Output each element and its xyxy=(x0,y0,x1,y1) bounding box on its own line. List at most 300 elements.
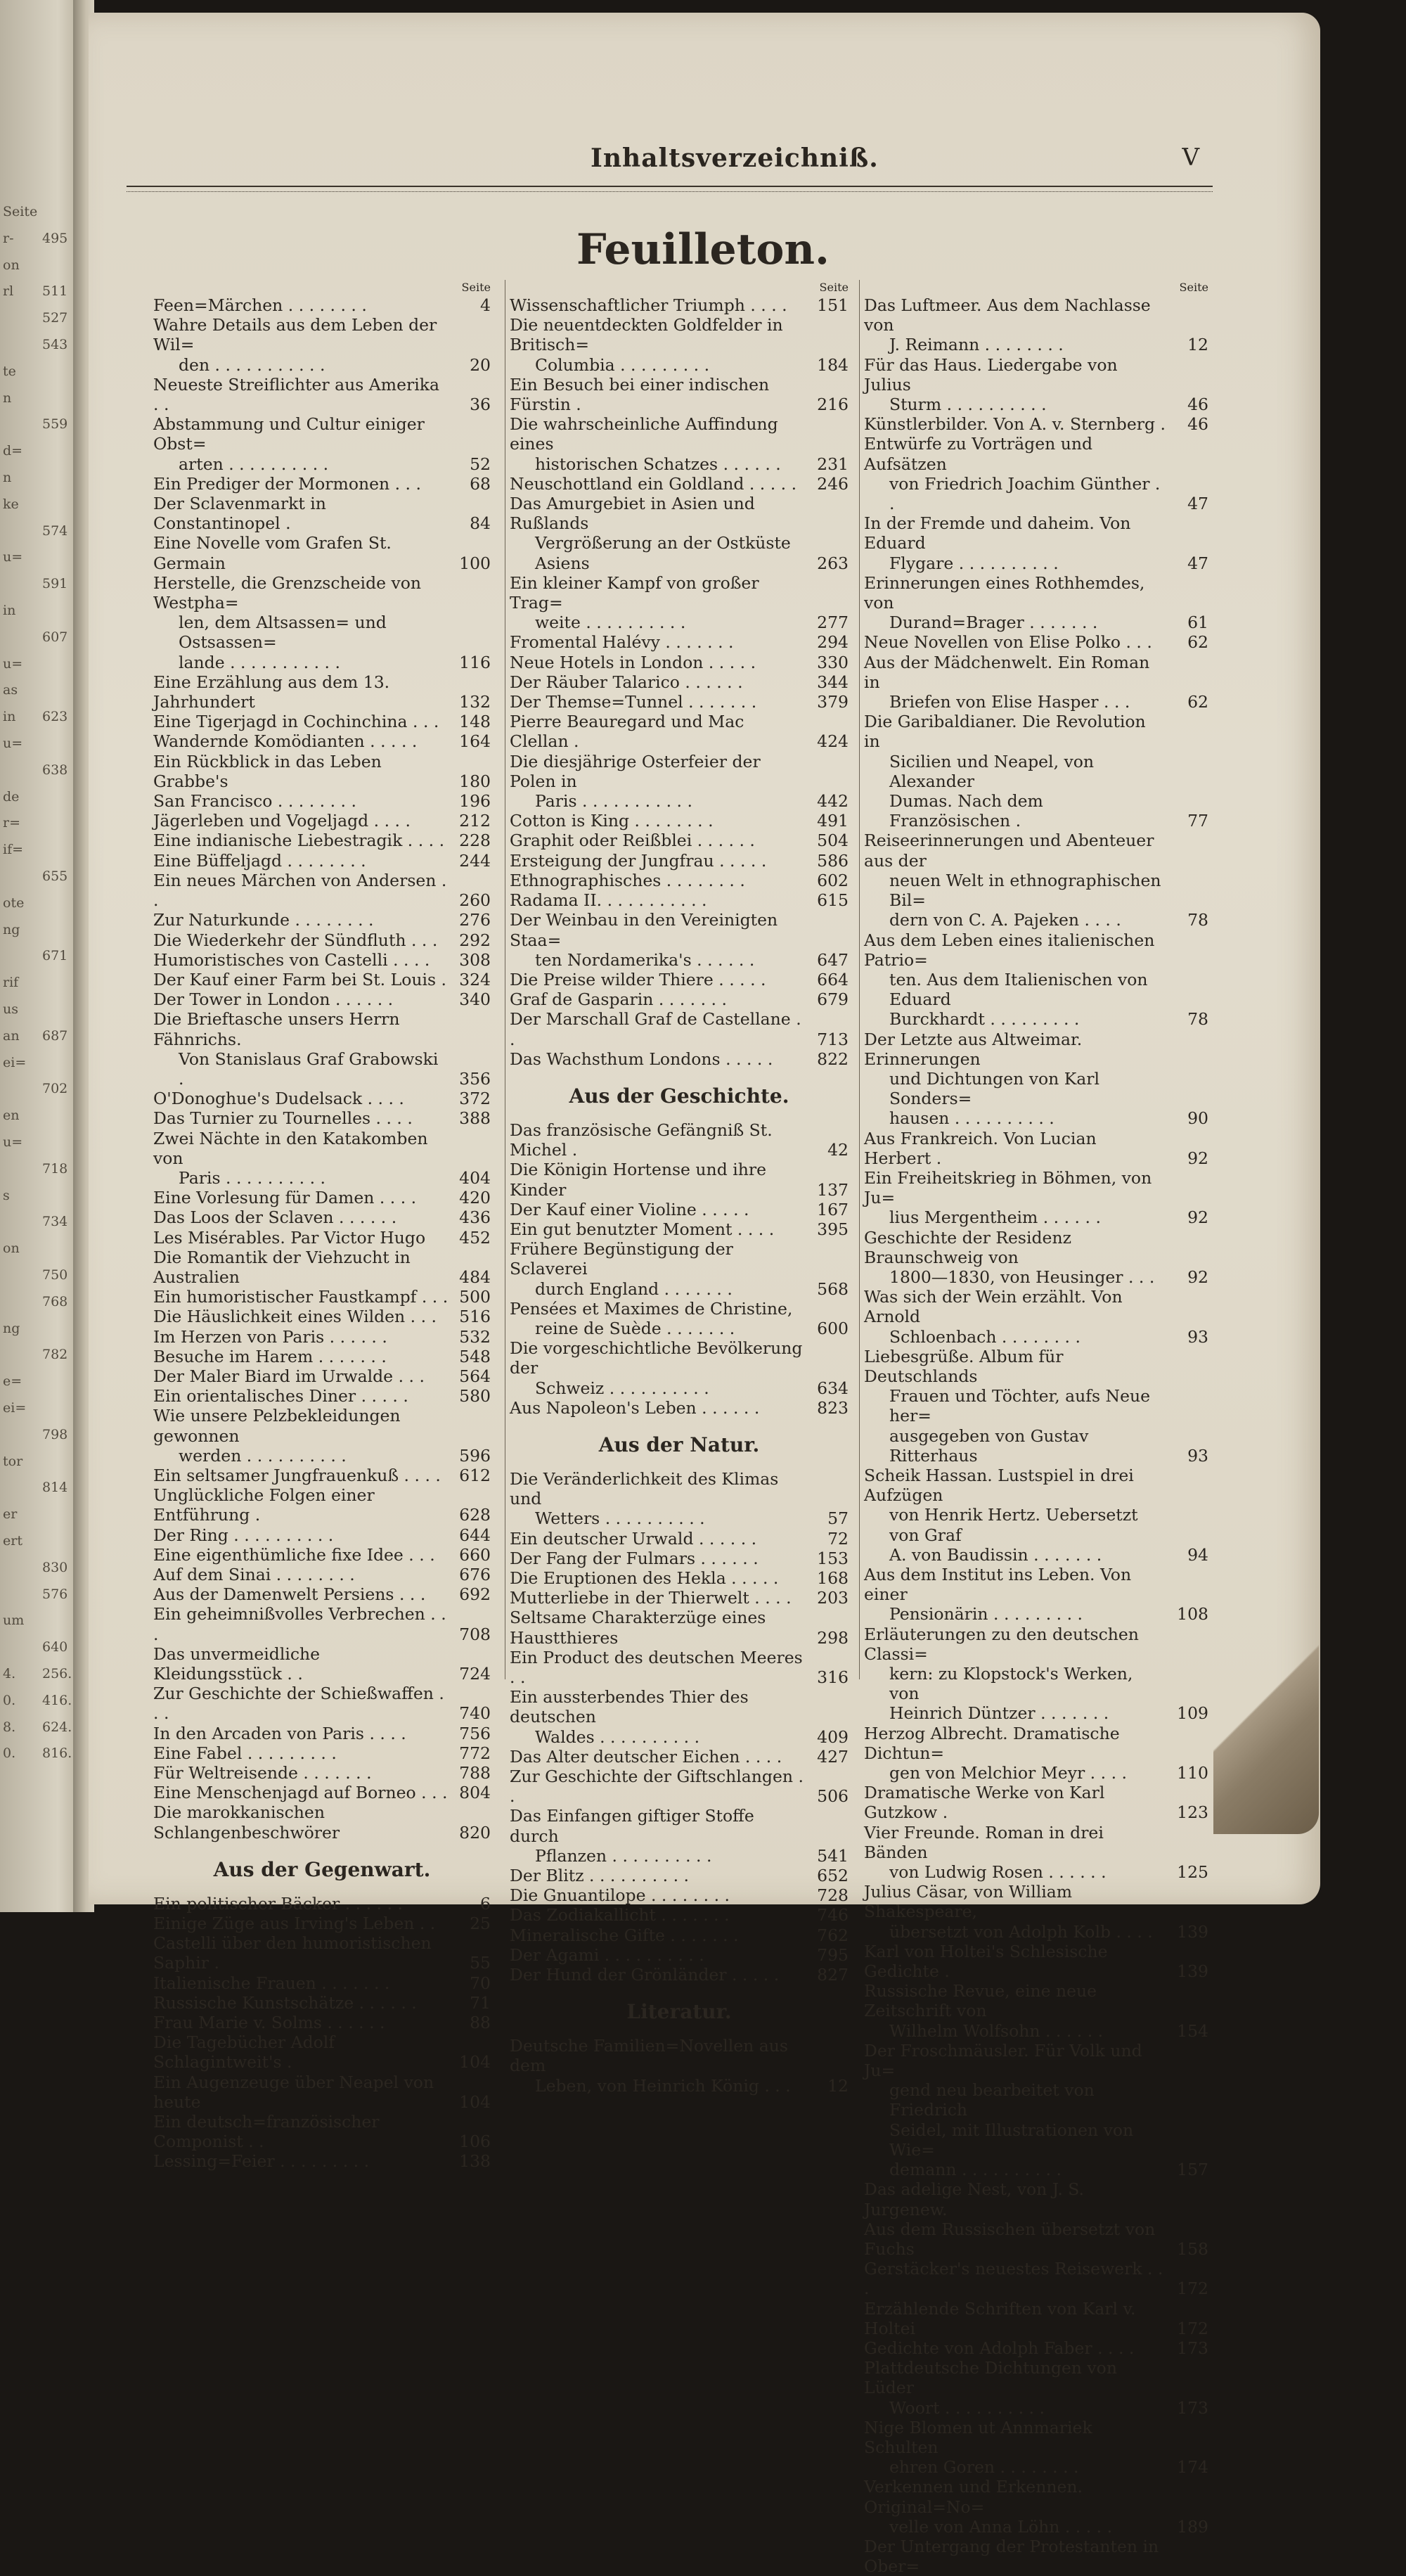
toc-entry-title: Ein neues Märchen von Andersen . . xyxy=(153,870,447,911)
toc-entry-title: Ein Product des deutschen Meeres . . xyxy=(510,1647,803,1687)
section-heading-geschichte: Aus der Geschichte. xyxy=(569,1084,789,1108)
toc-entry-title: In der Fremde und daheim. Von Eduard xyxy=(864,513,1131,553)
toc-entry xyxy=(510,632,849,652)
toc-entry-page: 404 xyxy=(459,1167,491,1188)
toc-entry-continuation: Vergrößerung an der Ostküste Asiens xyxy=(535,533,791,573)
toc-entry-continuation: Dumas. Nach dem Französischen . xyxy=(889,791,1043,831)
left-margin-number: 591 xyxy=(42,576,68,592)
toc-entry-page: 504 xyxy=(817,831,849,851)
header-title: Inhaltsverzeichniß. xyxy=(591,143,879,173)
toc-entry-title: Das Amurgebiet in Asien und Rußlands xyxy=(510,494,755,534)
toc-entry xyxy=(510,1529,849,1549)
toc-entry-title: Verkennen und Erkennen. Original=No= xyxy=(864,2477,1083,2517)
toc-entry-title: Ein seltsamer Jungfrauenkuß . . . . xyxy=(153,1465,441,1485)
toc-entry-title: Der Blitz . . . . . . . . . . xyxy=(510,1866,689,1886)
toc-entry xyxy=(153,2072,491,2112)
left-margin-number: 576 xyxy=(42,1586,68,1602)
toc-entry xyxy=(510,1747,849,1767)
toc-entry xyxy=(153,989,491,1009)
toc-entry-continuation: Waldes . . . . . . . . . . xyxy=(535,1726,700,1747)
toc-entry-title: Castelli über den humoristischen Saphir . xyxy=(153,1933,432,1973)
toc-entry-page: 602 xyxy=(817,870,849,890)
toc-entry-page: 746 xyxy=(817,1905,849,1925)
toc-entry xyxy=(153,474,491,494)
toc-entry-title: Ein Freiheitskrieg in Böhmen, von Ju= xyxy=(864,1167,1152,1208)
worn-page-edge xyxy=(1213,1623,1319,1834)
toc-entry xyxy=(153,1009,491,1089)
toc-entry-title: Das Loos der Sclaven . . . . . . xyxy=(153,1207,397,1228)
toc-entry-page: 148 xyxy=(459,712,491,732)
toc-entry-title: Der Tower in London . . . . . . xyxy=(153,989,394,1010)
toc-entry-page: 762 xyxy=(817,1925,849,1945)
column-2 xyxy=(505,280,849,2096)
toc-entry-title: Die Veränderlichkeit des Klimas und xyxy=(510,1468,779,1509)
toc-entry-continuation: Frauen und Töchter, aufs Neue her= xyxy=(889,1386,1151,1426)
toc-entry xyxy=(864,2299,1208,2338)
toc-entry-page: 263 xyxy=(817,553,849,573)
left-margin-number: 702 xyxy=(42,1081,68,1097)
left-margin-number: 640 xyxy=(42,1639,68,1655)
toc-entry-title: Eine Büffeljagd . . . . . . . . xyxy=(153,850,366,871)
toc-entry-page: 55 xyxy=(470,1953,491,1973)
toc-entry-title: Geschichte der Residenz Braunschweig von xyxy=(864,1227,1071,1267)
toc-entry xyxy=(153,1565,491,1584)
toc-entry xyxy=(864,632,1208,652)
toc-entry-page: 612 xyxy=(459,1465,491,1485)
toc-entry-page: 292 xyxy=(459,930,491,950)
toc-entry-page: 36 xyxy=(470,395,491,415)
toc-entry-page: 62 xyxy=(1187,632,1208,653)
toc-entry-continuation: demann . . . . . . . . . . xyxy=(889,2160,1062,2180)
toc-entry-title: Humoristisches von Castelli . . . . xyxy=(153,949,430,970)
toc-entry xyxy=(510,1608,849,1647)
toc-entry xyxy=(153,2112,491,2151)
toc-entry xyxy=(153,1307,491,1326)
toc-entry-page: 600 xyxy=(817,1318,849,1338)
toc-entry xyxy=(510,1965,849,1985)
left-margin-number: 495 xyxy=(42,230,68,246)
toc-entry xyxy=(153,752,491,791)
toc-entry-page: 436 xyxy=(459,1207,491,1228)
toc-entry xyxy=(153,930,491,950)
toc-entry-page: 740 xyxy=(459,1703,491,1724)
left-margin-fragment: er xyxy=(3,1506,18,1523)
toc-entry xyxy=(510,890,849,910)
toc-entry-page: 277 xyxy=(817,613,849,633)
toc-entry xyxy=(510,1925,849,1945)
toc-entry-page: 427 xyxy=(817,1746,849,1767)
literatur-list xyxy=(510,2036,849,2096)
left-margin-fragment: as xyxy=(3,682,18,698)
toc-entry xyxy=(153,414,491,474)
toc-entry-title: Aus dem Russischen übersetzt von Fuchs xyxy=(864,2219,1156,2259)
toc-entry-title: Künstlerbilder. Von A. v. Sternberg . xyxy=(864,414,1166,435)
left-margin-fragment: in xyxy=(3,603,16,618)
toc-entry-title: Dramatische Werke von Karl Gutzkow . xyxy=(864,1783,1105,1823)
toc-entry-continuation: von Ludwig Rosen . . . . . . xyxy=(889,1862,1107,1883)
toc-entry xyxy=(864,1823,1208,1883)
toc-entry-page: 344 xyxy=(817,672,849,692)
toc-entry-page: 596 xyxy=(459,1445,491,1466)
toc-entry-page: 586 xyxy=(817,850,849,871)
toc-entry-title: Erläuterungen zu den deutschen Classi= xyxy=(864,1624,1139,1664)
toc-entry xyxy=(510,1049,849,1069)
toc-entry-page: 46 xyxy=(1187,414,1208,435)
toc-entry-title: Zur Naturkunde . . . . . . . . xyxy=(153,910,374,930)
toc-entry-page: 92 xyxy=(1187,1148,1208,1168)
toc-entry xyxy=(153,2013,491,2032)
toc-entry xyxy=(510,1945,849,1965)
toc-entry-continuation: übersetzt von Adolph Kolb . . . . xyxy=(889,1921,1153,1942)
toc-entry-page: 506 xyxy=(817,1786,849,1807)
toc-entry xyxy=(864,1030,1208,1129)
toc-entry-title: Aus dem Leben eines italienischen Patrio= xyxy=(864,930,1155,970)
toc-entry-page: 78 xyxy=(1187,910,1208,930)
toc-entry-page: 804 xyxy=(459,1783,491,1803)
toc-entry-page: 212 xyxy=(459,811,491,831)
toc-entry-title: Der Froschmäusler. Für Volk und Ju= xyxy=(864,2040,1142,2081)
seite-label: Seite xyxy=(819,281,849,294)
toc-entry xyxy=(153,1783,491,1802)
toc-entry-title: In den Arcaden von Paris . . . . xyxy=(153,1723,406,1743)
left-margin-fragment: 0. xyxy=(3,1745,16,1762)
toc-entry xyxy=(864,2338,1208,2358)
toc-entry-title: Plattdeutsche Dichtungen von Lüder xyxy=(864,2358,1117,2398)
toc-entry-title: Neue Hotels in London . . . . . xyxy=(510,652,756,672)
toc-entry-title: Wahre Details aus dem Leben der Wil= xyxy=(153,315,437,355)
toc-entry-title: Das Alter deutscher Eichen . . . . xyxy=(510,1746,782,1767)
toc-entry xyxy=(864,434,1208,513)
toc-entry xyxy=(153,731,491,751)
toc-entry-title: Scheik Hassan. Lustspiel in drei Aufzügen xyxy=(864,1465,1134,1506)
toc-entry xyxy=(153,950,491,970)
toc-entry-page: 316 xyxy=(817,1667,849,1687)
column-1 xyxy=(153,280,491,2172)
toc-entry-page: 298 xyxy=(817,1627,849,1648)
toc-entry xyxy=(153,1525,491,1545)
toc-entry-title: Besuche im Harem . . . . . . . xyxy=(153,1346,387,1366)
toc-entry-page: 92 xyxy=(1187,1267,1208,1287)
toc-entry-continuation: 1800—1830, von Heusinger . . . xyxy=(889,1267,1155,1287)
toc-entry-continuation: von Henrik Hertz. Uebersetzt von Graf xyxy=(889,1505,1138,1545)
toc-entry-title: Die vorgeschichtliche Bevölkerung der xyxy=(510,1338,803,1378)
toc-entry-continuation: Burckhardt . . . . . . . . . xyxy=(889,1009,1080,1030)
toc-entry-continuation: J. Reimann . . . . . . . . xyxy=(889,335,1064,355)
toc-entry-page: 442 xyxy=(817,791,849,812)
toc-entry-title: Fromental Halévy . . . . . . . xyxy=(510,632,734,653)
toc-entry-title: Neue Novellen von Elise Polko . . . xyxy=(864,632,1152,653)
toc-entry xyxy=(153,791,491,811)
toc-entry-title: Aus der Damenwelt Persiens . . . xyxy=(153,1584,426,1605)
toc-entry-page: 100 xyxy=(459,553,491,573)
left-margin-fragment: u= xyxy=(3,549,23,565)
toc-entry xyxy=(510,871,849,890)
toc-entry xyxy=(153,1287,491,1307)
toc-entry-continuation: hausen . . . . . . . . . . xyxy=(889,1108,1054,1129)
toc-entry-title: Entwürfe zu Vorträgen und Aufsätzen xyxy=(864,434,1093,474)
left-margin-number: 511 xyxy=(42,283,68,300)
toc-entry-continuation: reine de Suède . . . . . . . xyxy=(535,1318,735,1338)
left-margin-number: 623 xyxy=(42,709,68,725)
toc-entry-page: 820 xyxy=(459,1822,491,1843)
toc-entry xyxy=(153,1366,491,1386)
toc-entry xyxy=(864,2179,1208,2219)
toc-entry-page: 108 xyxy=(1177,1604,1208,1625)
toc-entry-page: 491 xyxy=(817,811,849,831)
toc-entry-title: Karl von Holtei's Schlesische Gedichte . xyxy=(864,1941,1108,1982)
toc-entry-page: 644 xyxy=(459,1525,491,1545)
left-margin-number: 527 xyxy=(42,310,68,326)
toc-entry-continuation: Seidel, mit Illustrationen von Wie= xyxy=(889,2120,1134,2160)
left-margin-fragment: rl xyxy=(3,283,14,300)
left-margin-fragment: ei= xyxy=(3,1054,27,1070)
toc-entry xyxy=(510,315,849,375)
toc-entry xyxy=(510,811,849,831)
toc-entry-page: 823 xyxy=(817,1397,849,1418)
toc-entry xyxy=(864,653,1208,712)
toc-entry-page: 647 xyxy=(817,949,849,970)
left-margin-fragment: rif xyxy=(3,975,19,991)
toc-entry-continuation: und Dichtungen von Karl Sonders= xyxy=(889,1068,1100,1109)
toc-entry-title: Graphit oder Reißblei . . . . . . xyxy=(510,831,755,851)
toc-entry-page: 47 xyxy=(1187,494,1208,514)
toc-entry-title: Eine Fabel . . . . . . . . . xyxy=(153,1743,337,1763)
toc-entry-continuation: lande . . . . . . . . . . . xyxy=(179,652,340,672)
seite-label: Seite xyxy=(1179,281,1208,294)
toc-entry xyxy=(153,1604,491,1643)
toc-entry xyxy=(510,1160,849,1199)
left-margin-number: 671 xyxy=(42,948,68,964)
left-margin-fragment: ng xyxy=(3,1320,20,1336)
left-margin-number: 655 xyxy=(42,869,68,884)
toc-entry-page: 57 xyxy=(827,1508,849,1529)
toc-entry xyxy=(153,871,491,910)
toc-entry-page: 12 xyxy=(1187,335,1208,355)
toc-entry-page: 500 xyxy=(459,1287,491,1307)
toc-entry-page: 61 xyxy=(1187,613,1208,633)
toc-entry xyxy=(153,851,491,871)
toc-entry-title: Vier Freunde. Roman in drei Bänden xyxy=(864,1822,1104,1862)
toc-entry-title: Reiseerinnerungen und Abenteuer aus der xyxy=(864,831,1154,871)
toc-entry xyxy=(510,1299,849,1338)
toc-entry-page: 172 xyxy=(1177,2318,1208,2338)
toc-entry-title: Mutterliebe in der Thierwelt . . . . xyxy=(510,1588,792,1608)
left-margin-number: 782 xyxy=(42,1347,68,1363)
toc-entry-page: 4 xyxy=(480,295,491,315)
left-margin-number: 638 xyxy=(42,762,68,778)
toc-entry-title: Frühere Begünstigung der Sclaverei xyxy=(510,1239,733,1279)
toc-entry-page: 420 xyxy=(459,1188,491,1208)
section-heading-gegenwart: Aus der Gegenwart. xyxy=(213,1857,431,1881)
toc-entry-title: Zur Geschichte der Giftschlangen . . xyxy=(510,1767,804,1807)
toc-entry-page: 164 xyxy=(459,731,491,752)
toc-entry-continuation: durch England . . . . . . . xyxy=(535,1279,733,1299)
toc-entry-title: Die Häuslichkeit eines Wilden . . . xyxy=(153,1307,437,1327)
left-margin-fragment: us xyxy=(3,1001,18,1017)
toc-entry-continuation: Sicilien und Neapel, von Alexander xyxy=(889,751,1095,791)
toc-entry-title: Im Herzen von Paris . . . . . . xyxy=(153,1326,387,1347)
literatur-list-continued xyxy=(864,295,1208,2576)
toc-entry-continuation: ten Nordamerika's . . . . . . xyxy=(535,949,755,970)
toc-entry-title: Der Themse=Tunnel . . . . . . . xyxy=(510,692,757,712)
toc-entry-page: 395 xyxy=(817,1219,849,1239)
toc-entry xyxy=(153,1743,491,1763)
toc-entry-title: Deutsche Familien=Novellen aus dem xyxy=(510,2036,788,2076)
toc-entry-page: 172 xyxy=(1177,2279,1208,2299)
left-margin-fragment: n xyxy=(3,390,12,406)
toc-entry-page: 452 xyxy=(459,1227,491,1248)
toc-entry-continuation: Flygare . . . . . . . . . . xyxy=(889,553,1059,573)
feuilleton-list-1 xyxy=(153,295,491,1843)
toc-entry-page: 153 xyxy=(817,1548,849,1568)
toc-entry xyxy=(153,315,491,375)
toc-entry-page: 52 xyxy=(470,454,491,474)
toc-entry-page: 104 xyxy=(459,2091,491,2112)
toc-entry-continuation: Columbia . . . . . . . . . xyxy=(535,354,710,375)
toc-entry-title: Ethnographisches . . . . . . . . xyxy=(510,870,745,890)
toc-entry xyxy=(153,1802,491,1842)
toc-entry-page: 246 xyxy=(817,473,849,494)
toc-entry-continuation: lius Mergentheim . . . . . . xyxy=(889,1207,1101,1228)
left-margin-number: 750 xyxy=(42,1267,68,1283)
toc-entry-title: Der Maler Biard im Urwalde . . . xyxy=(153,1366,425,1386)
toc-entry-continuation: Heinrich Düntzer . . . . . . . xyxy=(889,1703,1109,1724)
toc-entry-title: Der Kauf einer Farm bei St. Louis . xyxy=(153,969,447,989)
toc-entry-continuation: Pflanzen . . . . . . . . . . xyxy=(535,1845,712,1866)
left-margin-fragment: de xyxy=(3,788,20,805)
left-margin-fragment: n xyxy=(3,470,12,485)
toc-entry xyxy=(153,1347,491,1366)
toc-entry-title: Ein geheimnißvolles Verbrechen . . . xyxy=(153,1604,446,1644)
toc-entry xyxy=(153,1327,491,1347)
left-margin-number: 256. xyxy=(42,1666,72,1681)
toc-entry-title: Die Garibaldianer. Die Revolution in xyxy=(864,712,1146,752)
toc-entry-title: Frau Marie v. Solms . . . . . . xyxy=(153,2013,385,2033)
toc-entry xyxy=(864,1724,1208,1783)
toc-entry xyxy=(864,513,1208,573)
toc-entry-title: Eine Vorlesung für Damen . . . . xyxy=(153,1188,417,1208)
left-margin-number: 816. xyxy=(42,1745,72,1762)
toc-entry-title: Gerstäcker's neuestes Reisewerk . . . xyxy=(864,2259,1163,2299)
toc-entry-page: 203 xyxy=(817,1588,849,1608)
toc-entry-page: 330 xyxy=(817,652,849,672)
toc-entry xyxy=(510,494,849,573)
toc-entry-page: 679 xyxy=(817,989,849,1010)
toc-entry-page: 137 xyxy=(817,1179,849,1200)
left-margin-number: 416. xyxy=(42,1692,72,1708)
toc-entry-continuation: Wilhelm Wolfsohn . . . . . . xyxy=(889,2020,1104,2041)
toc-entry-page: 795 xyxy=(817,1944,849,1965)
toc-entry-title: Eine Erzählung aus dem 13. Jahrhundert xyxy=(153,672,390,712)
toc-entry xyxy=(153,712,491,731)
toc-entry-page: 564 xyxy=(459,1366,491,1386)
toc-entry xyxy=(153,533,491,572)
toc-entry-continuation: Schloenbach . . . . . . . . xyxy=(889,1326,1081,1347)
header-rule xyxy=(127,186,1213,187)
toc-entry-continuation: ehren Goren . . . . . . . . xyxy=(889,2457,1079,2478)
toc-entry-title: Julius Cäsar, von William Shakespeare, xyxy=(864,1882,1073,1922)
toc-entry-title: Wissenschaftlicher Triumph . . . . xyxy=(510,295,787,315)
toc-entry-continuation: dern von C. A. Pajeken . . . . xyxy=(889,910,1121,930)
toc-entry-page: 409 xyxy=(817,1726,849,1747)
toc-entry xyxy=(864,2537,1208,2576)
toc-entry-page: 151 xyxy=(817,295,849,315)
toc-entry xyxy=(864,831,1208,930)
toc-entry-page: 822 xyxy=(817,1049,849,1069)
toc-entry xyxy=(153,573,491,672)
toc-entry-title: Lessing=Feier . . . . . . . . . xyxy=(153,2151,370,2172)
toc-entry xyxy=(153,1644,491,1684)
toc-entry-page: 276 xyxy=(459,910,491,930)
toc-entry xyxy=(864,2477,1208,2537)
toc-entry xyxy=(864,295,1208,355)
toc-entry-title: Die Brieftasche unsers Herrn Fähnrichs. xyxy=(153,1009,400,1049)
toc-entry-page: 756 xyxy=(459,1723,491,1743)
toc-entry xyxy=(510,295,849,315)
toc-entry-title: Gedichte von Adolph Faber . . . . xyxy=(864,2338,1135,2358)
left-margin-fragment: ert xyxy=(3,1533,22,1549)
toc-entry xyxy=(153,1188,491,1207)
gegenwart-list xyxy=(153,1894,491,2172)
left-margin-fragment: e= xyxy=(3,1373,22,1390)
toc-entry xyxy=(510,712,849,751)
toc-entry-title: Der Agami . . . . . . . . . . xyxy=(510,1944,704,1965)
toc-entry-page: 340 xyxy=(459,989,491,1010)
toc-entry xyxy=(864,1942,1208,1981)
toc-entry xyxy=(510,653,849,672)
toc-entry-page: 93 xyxy=(1187,1445,1208,1466)
toc-entry-title: Cotton is King . . . . . . . . xyxy=(510,811,714,831)
toc-entry xyxy=(153,1584,491,1604)
toc-entry-page: 139 xyxy=(1177,1921,1208,1942)
toc-entry-title: Erinnerungen eines Rothhemdes, von xyxy=(864,572,1145,613)
toc-entry-title: Für das Haus. Liedergabe von Julius xyxy=(864,354,1118,395)
toc-entry-page: 62 xyxy=(1187,692,1208,712)
toc-entry-title: San Francisco . . . . . . . . xyxy=(153,791,356,812)
toc-entry-page: 548 xyxy=(459,1346,491,1366)
toc-entry-title: Ein Augenzeuge über Neapel von heute xyxy=(153,2072,434,2112)
seite-label: Seite xyxy=(461,281,491,294)
toc-entry-page: 90 xyxy=(1187,1108,1208,1129)
left-margin-fragment: u= xyxy=(3,655,23,672)
toc-entry-page: 196 xyxy=(459,791,491,812)
toc-entry-continuation: neuen Welt in ethnographischen Bil= xyxy=(889,870,1161,911)
toc-entry-title: Das unvermeidliche Kleidungsstück . . xyxy=(153,1643,321,1684)
left-margin-fragment: tor xyxy=(3,1453,23,1469)
toc-entry xyxy=(510,414,849,474)
left-margin-fragment: ng xyxy=(3,921,20,937)
toc-entry-page: 580 xyxy=(459,1386,491,1406)
toc-entry-title: Neueste Streiflichter aus Amerika . . xyxy=(153,374,439,415)
toc-entry-page: 168 xyxy=(817,1568,849,1588)
toc-entry xyxy=(510,1866,849,1885)
toc-entry xyxy=(510,1469,849,1529)
toc-entry-title: Der Letzte aus Altweimar. Erinnerungen xyxy=(864,1029,1083,1069)
toc-entry-title: Das adelige Nest, von J. S. Jurgenew. xyxy=(864,2179,1085,2219)
toc-entry-page: 424 xyxy=(817,731,849,752)
toc-entry-title: Zur Geschichte der Schießwaffen . . . xyxy=(153,1684,444,1724)
toc-entry-title: Mineralische Gifte . . . . . . . xyxy=(510,1925,739,1945)
left-margin-number: 543 xyxy=(42,337,68,352)
left-margin-fragment: 8. xyxy=(3,1719,16,1735)
toc-entry xyxy=(864,1565,1208,1625)
toc-entry xyxy=(510,1905,849,1925)
toc-entry-page: 47 xyxy=(1187,553,1208,573)
toc-entry-page: 42 xyxy=(827,1140,849,1160)
left-margin-number: 734 xyxy=(42,1214,68,1230)
left-margin-fragment: s xyxy=(3,1187,10,1203)
section-heading-natur: Aus der Natur. xyxy=(598,1433,760,1456)
